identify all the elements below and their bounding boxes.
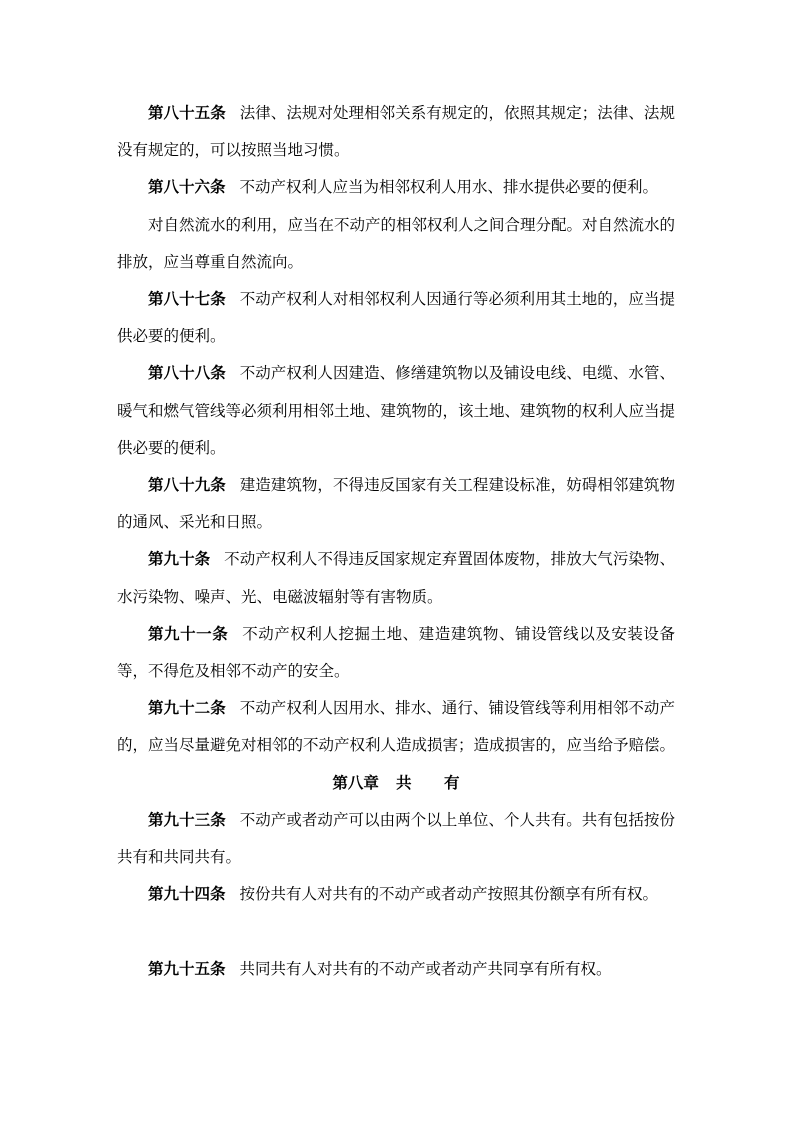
chapter-heading bbox=[117, 765, 675, 802]
article-text: 按份共有人对共有的不动产或者动产按照其份额享有所有权。 bbox=[239, 885, 658, 904]
article-92 bbox=[117, 690, 675, 764]
article-number: 第九十四条 bbox=[148, 885, 226, 904]
article-text: 不动产权利人挖掘土地、建造建筑物、铺设管线以及安装设备等，不得危及相邻不动产的安全。 bbox=[117, 624, 675, 681]
article-text: 共同共有人对共有的不动产或者动产共同享有所有权。 bbox=[239, 959, 612, 978]
article-number: 第八十七条 bbox=[148, 290, 226, 309]
chapter-title-char-1: 共 bbox=[395, 773, 412, 792]
article-number: 第八十九条 bbox=[148, 476, 226, 495]
article-87 bbox=[117, 281, 675, 355]
article-text: 不动产或者动产可以由两个以上单位、个人共有。共有包括按份共有和共同共有。 bbox=[117, 810, 675, 867]
article-number: 第八十六条 bbox=[148, 178, 226, 197]
article-number: 第八十八条 bbox=[148, 364, 226, 383]
article-88 bbox=[117, 355, 675, 467]
article-number: 第九十五条 bbox=[148, 959, 226, 978]
article-number: 第八十五条 bbox=[148, 104, 226, 122]
article-86 bbox=[117, 169, 675, 206]
article-text: 对自然流水的利用，应当在不动产的相邻权利人之间合理分配。对自然流水的排放，应当尊重自然流向。 bbox=[117, 215, 676, 271]
article-text: 不动产权利人应当为相邻权利人用水、排水提供必要的便利。 bbox=[239, 178, 658, 197]
article-text: 建造建筑物，不得违反国家有关工程建设标准，妨碍相邻建筑物的通风、采光和日照。 bbox=[117, 476, 675, 532]
article-number: 第九十条 bbox=[148, 550, 211, 569]
article-number: 第九十三条 bbox=[148, 810, 226, 829]
article-text: 不动产权利人对相邻权利人因通行等必须利用其土地的，应当提供必要的便利。 bbox=[117, 290, 675, 346]
chapter-title-char-2: 有 bbox=[444, 773, 460, 792]
article-text: 不动产权利人因建造、修缮建筑物以及铺设电线、电缆、水管、暖气和燃气管线等必须利用相邻土地、建筑物的，该土地、建筑物的权利人应当提供必要的便利。 bbox=[117, 364, 676, 457]
article-text: 法律、法规对处理相邻关系有规定的，依照其规定；法律、法规没有规定的，可以按照当地习惯。 bbox=[117, 104, 675, 160]
article-89 bbox=[117, 467, 675, 541]
article-text: 不动产权利人因用水、排水、通行、铺设管线等利用相邻不动产的，应当尽量避免对相邻的不动产权利人造成损害；造成损害的，应当给予赔偿。 bbox=[117, 699, 676, 755]
chapter-number: 第八章 bbox=[332, 773, 379, 792]
article-86-paragraph-2 bbox=[117, 207, 675, 281]
article-94 bbox=[117, 876, 675, 913]
article-90 bbox=[117, 541, 675, 615]
article-text: 不动产权利人不得违反国家规定弃置固体废物，排放大气污染物、水污染物、噪声、光、电磁波辐射等有害物质。 bbox=[117, 550, 675, 606]
article-85 bbox=[117, 95, 675, 169]
article-95 bbox=[117, 951, 675, 988]
article-number: 第九十二条 bbox=[148, 699, 226, 718]
article-number: 第九十一条 bbox=[148, 624, 229, 643]
blank-line bbox=[117, 913, 675, 950]
document-body bbox=[117, 95, 675, 988]
article-93 bbox=[117, 802, 675, 876]
article-91 bbox=[117, 616, 675, 690]
